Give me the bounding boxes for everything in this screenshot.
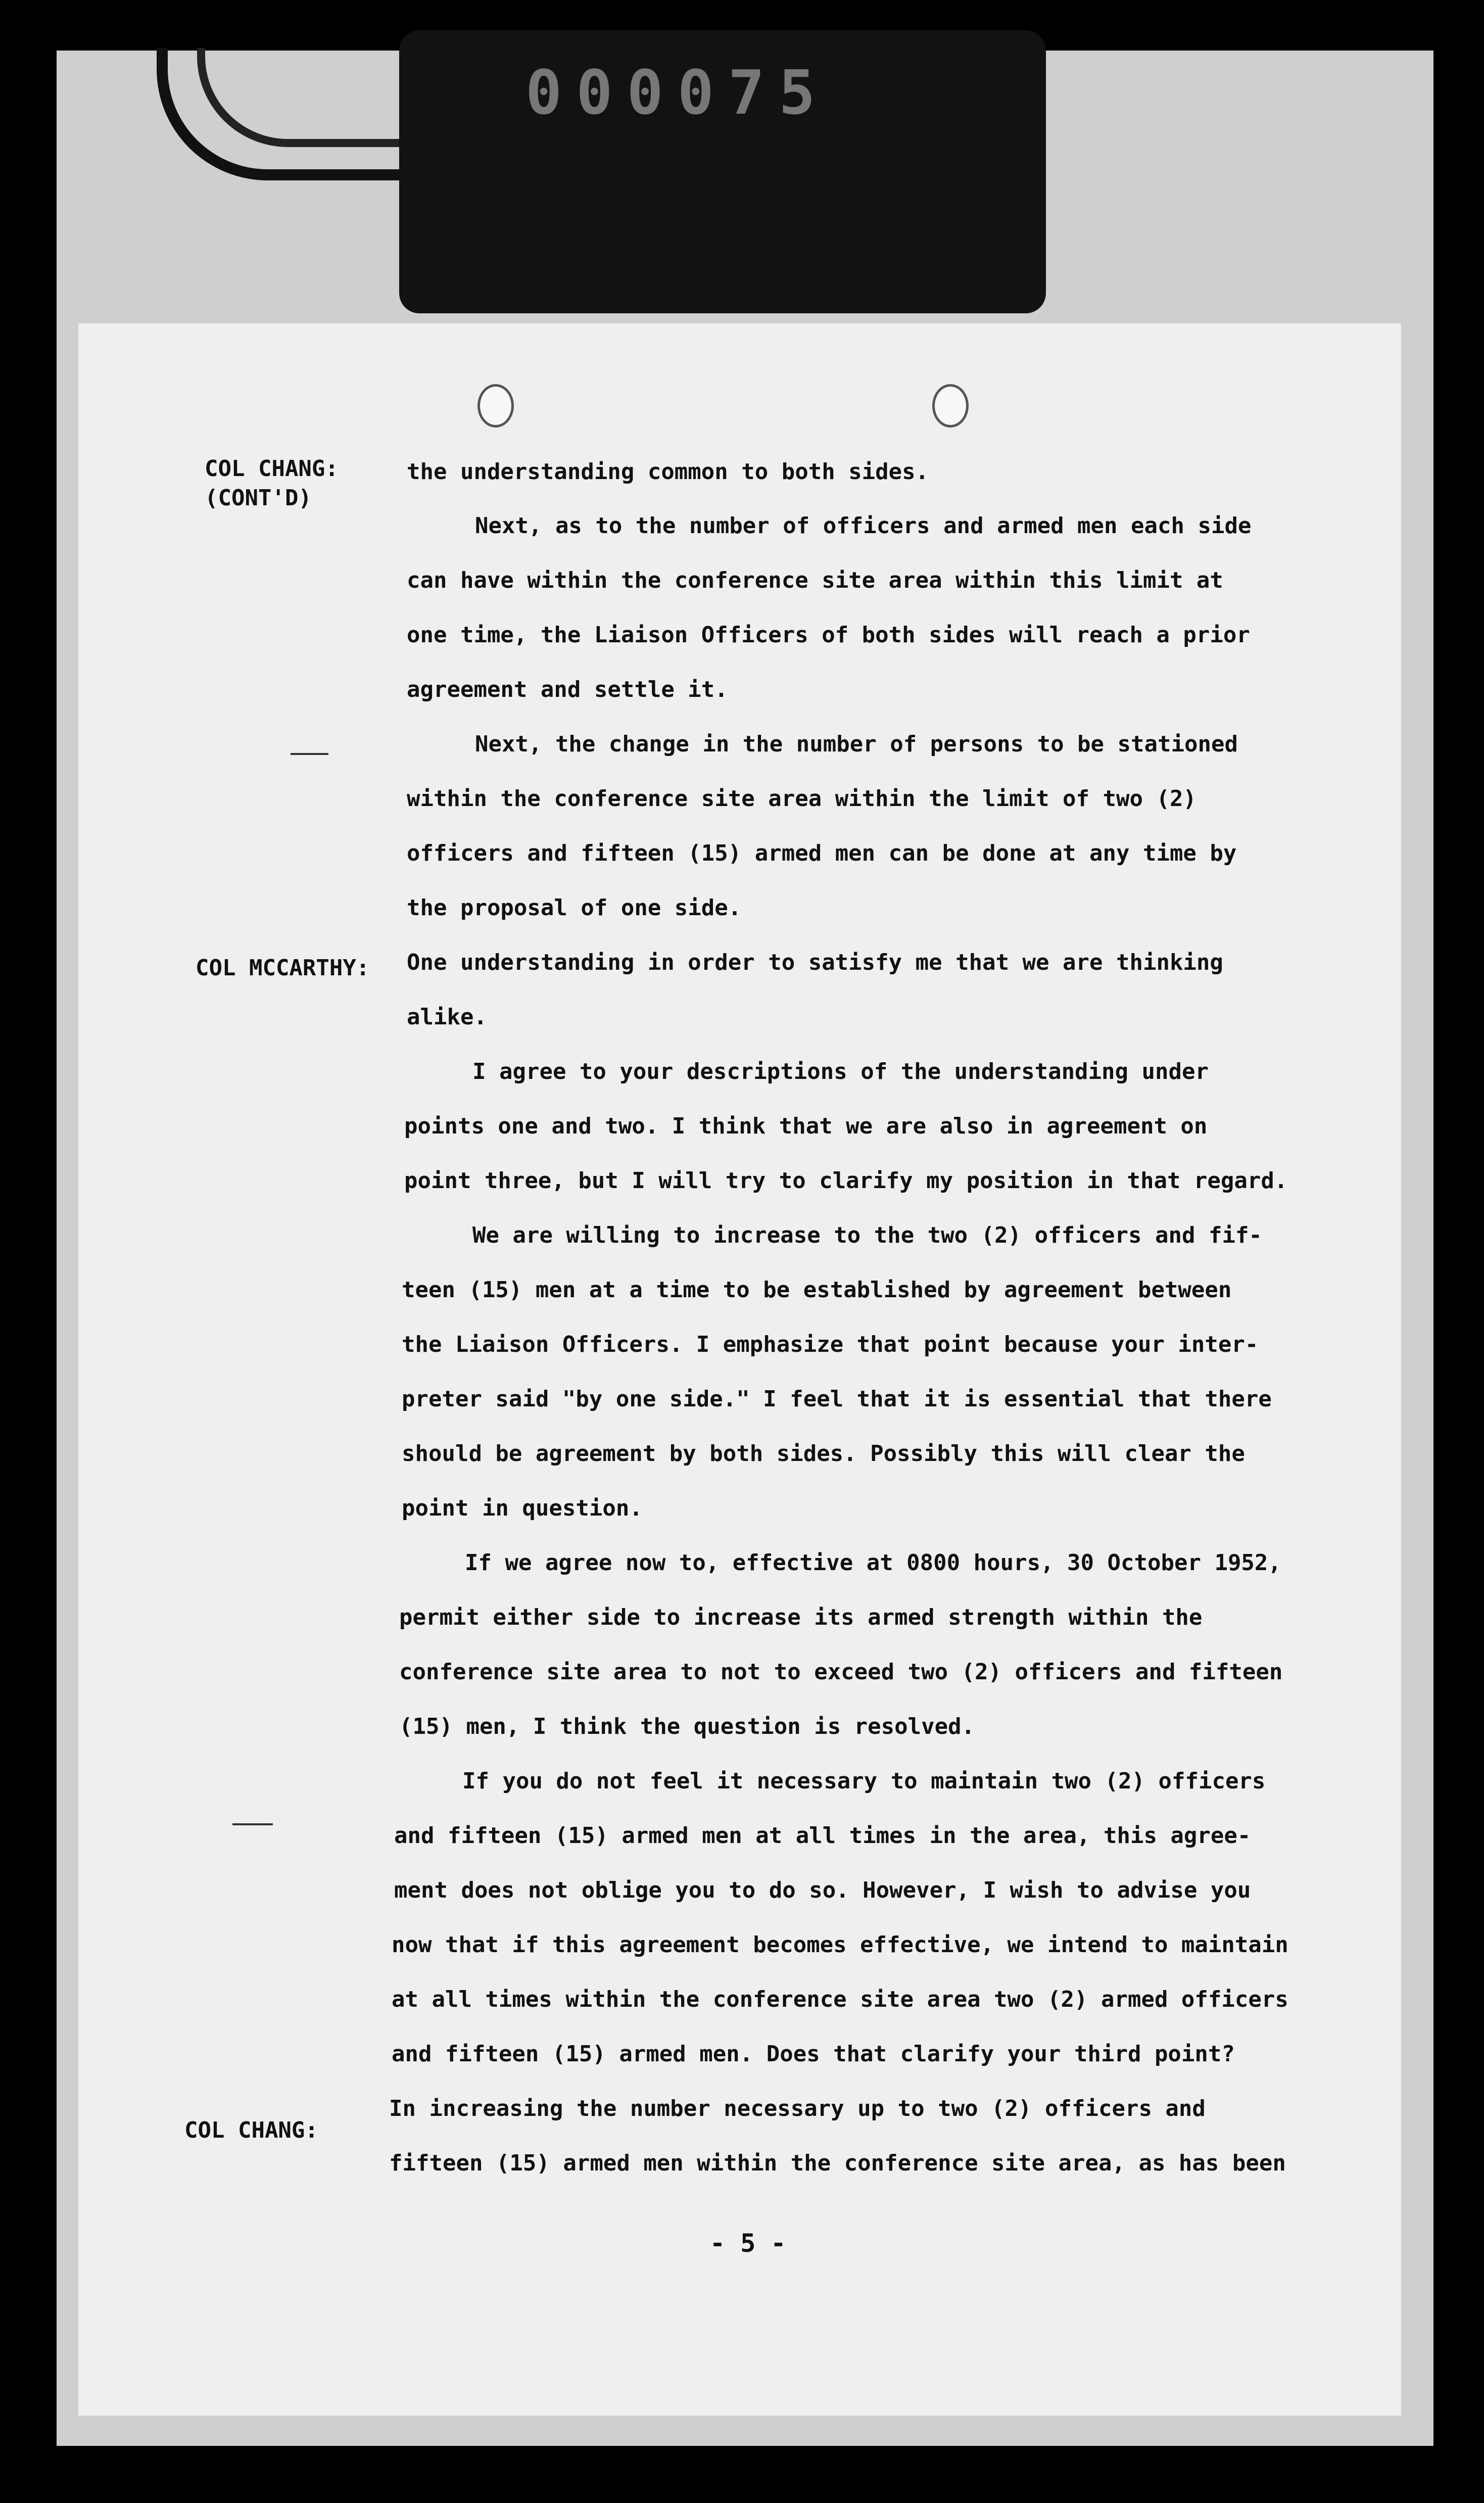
transcript-line: teen (15) men at a time to be established by agreement between [402, 1277, 1232, 1303]
transcript-line: In increasing the number necessary up to two (2) officers and [389, 2096, 1206, 2121]
document-page [78, 323, 1401, 2416]
transcript-line: and fifteen (15) armed men. Does that clarify your third point? [392, 2041, 1235, 2067]
margin-mark [232, 1823, 273, 1825]
transcript-line: preter said "by one side." I feel that it is essential that there [402, 1386, 1272, 1412]
speaker-label: COL MCCARTHY: [196, 955, 370, 981]
transcript-line: the understanding common to both sides. [407, 459, 929, 485]
page-number: - 5 - [710, 2229, 786, 2258]
transcript-line: fifteen (15) armed men within the conference site area, as has been [389, 2150, 1286, 2176]
transcript-line: at all times within the conference site area two (2) armed officers [392, 1987, 1288, 2012]
transcript-line: point three, but I will try to clarify my position in that regard. [404, 1168, 1288, 1194]
transcript-body [78, 323, 1401, 2416]
transcript-line: agreement and settle it. [407, 677, 728, 702]
transcript-line: conference site area to not to exceed two (2) officers and fifteen [399, 1659, 1283, 1685]
transcript-line: and fifteen (15) armed men at all times in the area, this agree- [394, 1823, 1251, 1849]
speaker-continued: (CONT'D) [205, 485, 312, 511]
transcript-line: permit either side to increase its armed strength within the [399, 1604, 1203, 1630]
transcript-line: If you do not feel it necessary to maintain two (2) officers [462, 1768, 1266, 1794]
reel-counter [399, 30, 1046, 313]
transcript-line: Next, the change in the number of persons to be stationed [475, 731, 1238, 757]
transcript-line: (15) men, I think the question is resolved. [399, 1714, 975, 1739]
transcript-line: I agree to your descriptions of the understanding under [472, 1059, 1209, 1084]
transcript-line: can have within the conference site area within this limit at [407, 568, 1223, 593]
transcript-line: alike. [407, 1004, 487, 1030]
transcript-line: points one and two. I think that we are also in agreement on [404, 1113, 1208, 1139]
reel-counter-digits: 000075 [525, 58, 830, 128]
transcript-line: within the conference site area within the limit of two (2) [407, 786, 1196, 812]
transcript-line: the proposal of one side. [407, 895, 742, 921]
speaker-label: COL CHANG: [184, 2117, 318, 2143]
transcript-line: point in question. [402, 1495, 643, 1521]
transcript-line: now that if this agreement becomes effective, we intend to maintain [392, 1932, 1288, 1958]
transcript-line: officers and fifteen (15) armed men can be done at any time by [407, 840, 1237, 866]
transcript-line: If we agree now to, effective at 0800 hours, 30 October 1952, [465, 1550, 1281, 1576]
transcript-line: We are willing to increase to the two (2) officers and fif- [472, 1222, 1262, 1248]
transcript-line: Next, as to the number of officers and armed men each side [475, 513, 1252, 539]
margin-mark [291, 753, 328, 755]
transcript-line: One understanding in order to satisfy me that we are thinking [407, 950, 1223, 975]
transcript-line: the Liaison Officers. I emphasize that point because your inter- [402, 1332, 1259, 1357]
transcript-line: ment does not oblige you to do so. However, I wish to advise you [394, 1877, 1251, 1903]
transcript-line: one time, the Liaison Officers of both sides will reach a prior [407, 622, 1250, 648]
transcript-line: should be agreement by both sides. Possibly this will clear the [402, 1441, 1245, 1467]
speaker-label: COL CHANG: [205, 456, 339, 482]
